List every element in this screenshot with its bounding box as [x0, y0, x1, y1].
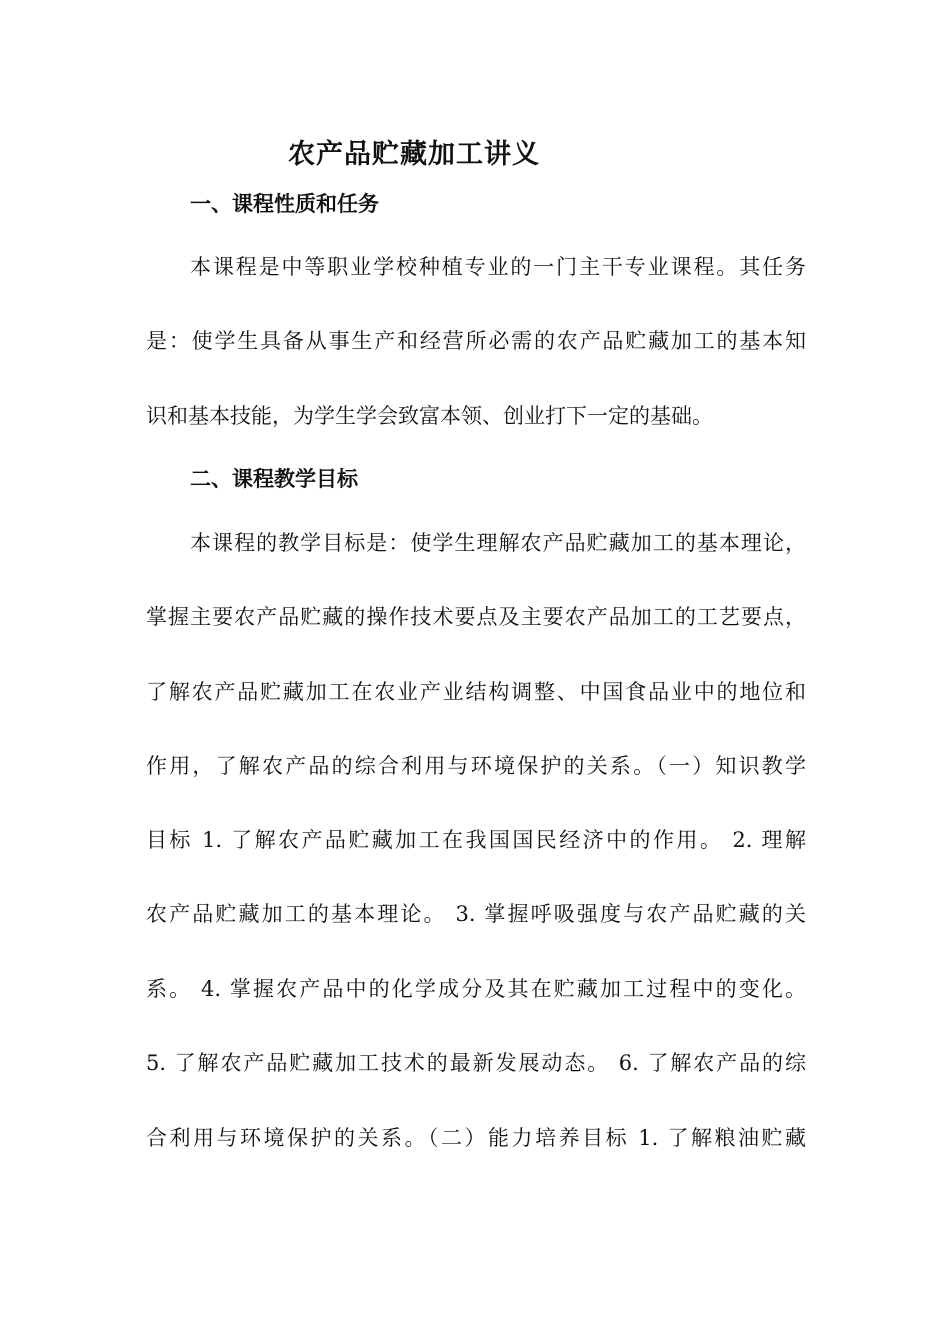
paragraph-line: 目标 1. 了解农产品贮藏加工在我国国民经济中的作用。 2. 理解 [146, 828, 806, 852]
paragraph-line: 农产品贮藏加工的基本理论。 3. 掌握呼吸强度与农产品贮藏的关 [146, 902, 806, 926]
paragraph-line: 识和基本技能，为学生学会致富本领、创业打下一定的基础。 [146, 404, 713, 428]
section-heading-course-nature: 一、课程性质和任务 [190, 191, 379, 216]
paragraph-line: 了解农产品贮藏加工在农业产业结构调整、中国食品业中的地位和 [146, 680, 806, 704]
paragraph-line: 系。 4. 掌握农产品中的化学成分及其在贮藏加工过程中的变化。 [146, 977, 806, 1001]
section-heading-teaching-goals: 二、课程教学目标 [190, 466, 358, 491]
paragraph-line: 作用，了解农产品的综合利用与环境保护的关系。（一）知识教学 [146, 754, 806, 778]
paragraph-line: 本课程的教学目标是：使学生理解农产品贮藏加工的基本理论， [190, 531, 806, 555]
paragraph-line: 掌握主要农产品贮藏的操作技术要点及主要农产品加工的工艺要点， [146, 605, 806, 629]
paragraph-line: 合利用与环境保护的关系。（二）能力培养目标 1. 了解粮油贮藏 [146, 1126, 806, 1150]
paragraph-line: 本课程是中等职业学校种植专业的一门主干专业课程。其任务 [190, 255, 806, 279]
document-title: 农产品贮藏加工讲义 [288, 139, 540, 170]
paragraph-line: 是：使学生具备从事生产和经营所必需的农产品贮藏加工的基本知 [146, 329, 806, 353]
paragraph-line: 5. 了解农产品贮藏加工技术的最新发展动态。 6. 了解农产品的综 [146, 1051, 806, 1075]
